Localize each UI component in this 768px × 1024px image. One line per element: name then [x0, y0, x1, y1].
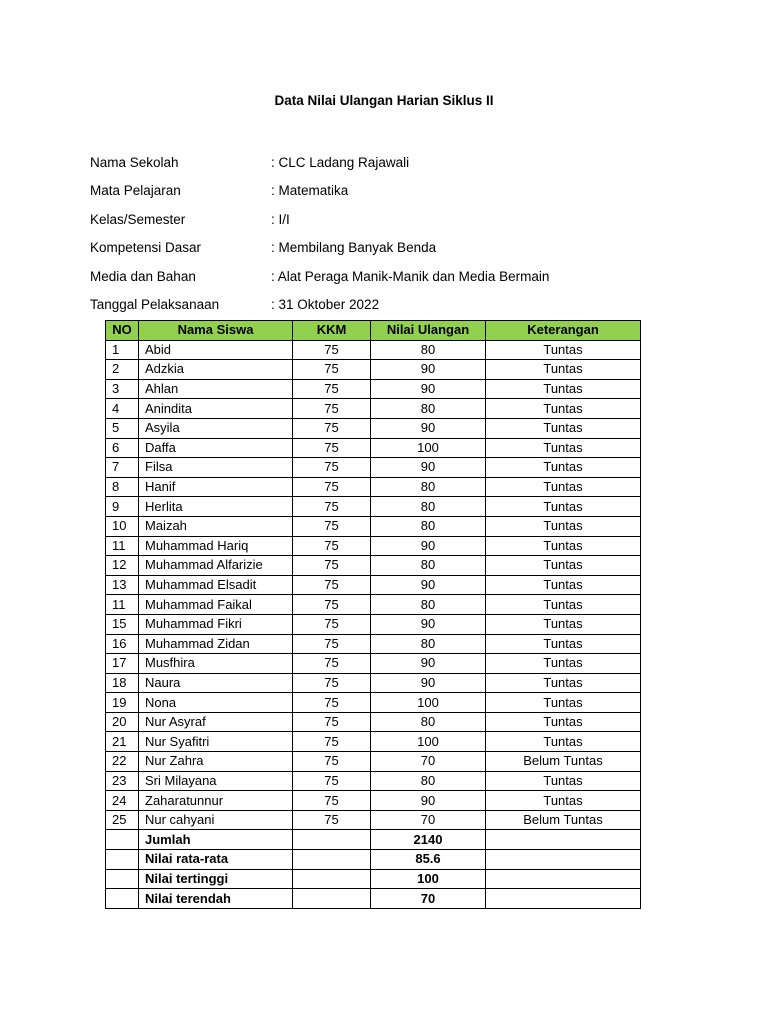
table-row [106, 654, 641, 674]
table-row [106, 810, 641, 830]
cell-no: 9 [106, 497, 139, 517]
cell-remark: Tuntas [486, 673, 641, 693]
info-label: Nama Sekolah [90, 154, 179, 170]
info-row [90, 205, 650, 234]
summary-empty [486, 889, 641, 909]
cell-remark: Belum Tuntas [486, 752, 641, 772]
cell-name: Anindita [139, 399, 293, 419]
info-label: Media dan Bahan [90, 268, 196, 284]
summary-empty [106, 830, 139, 850]
cell-no: 8 [106, 477, 139, 497]
cell-remark: Tuntas [486, 418, 641, 438]
cell-remark: Tuntas [486, 399, 641, 419]
cell-no: 12 [106, 556, 139, 576]
cell-no: 21 [106, 732, 139, 752]
cell-name: Filsa [139, 458, 293, 478]
cell-name: Adzkia [139, 360, 293, 380]
table-row [106, 477, 641, 497]
cell-remark: Tuntas [486, 791, 641, 811]
summary-empty [293, 889, 371, 909]
header-no: NO [106, 321, 139, 341]
cell-score: 80 [371, 556, 486, 576]
summary-row [106, 889, 641, 909]
cell-name: Naura [139, 673, 293, 693]
cell-kkm: 75 [293, 791, 371, 811]
cell-kkm: 75 [293, 595, 371, 615]
cell-remark: Tuntas [486, 693, 641, 713]
cell-no: 20 [106, 712, 139, 732]
cell-score: 70 [371, 752, 486, 772]
table-row [106, 399, 641, 419]
cell-kkm: 75 [293, 418, 371, 438]
cell-kkm: 75 [293, 438, 371, 458]
table-row [106, 379, 641, 399]
cell-remark: Tuntas [486, 477, 641, 497]
summary-label: Nilai terendah [139, 889, 293, 909]
header-score: Nilai Ulangan [371, 321, 486, 341]
cell-name: Zaharatunnur [139, 791, 293, 811]
cell-kkm: 75 [293, 673, 371, 693]
cell-score: 80 [371, 477, 486, 497]
table-row [106, 556, 641, 576]
cell-no: 11 [106, 595, 139, 615]
cell-remark: Tuntas [486, 634, 641, 654]
summary-empty [486, 830, 641, 850]
table-row [106, 732, 641, 752]
summary-empty [293, 869, 371, 889]
cell-name: Muhammad Elsadit [139, 575, 293, 595]
cell-no: 15 [106, 614, 139, 634]
cell-score: 80 [371, 340, 486, 360]
cell-no: 16 [106, 634, 139, 654]
cell-kkm: 75 [293, 399, 371, 419]
cell-no: 18 [106, 673, 139, 693]
cell-name: Muhammad Alfarizie [139, 556, 293, 576]
summary-empty [106, 889, 139, 909]
cell-remark: Tuntas [486, 595, 641, 615]
cell-name: Musfhira [139, 654, 293, 674]
cell-kkm: 75 [293, 340, 371, 360]
cell-no: 25 [106, 810, 139, 830]
table-row [106, 497, 641, 517]
cell-no: 23 [106, 771, 139, 791]
cell-score: 80 [371, 516, 486, 536]
cell-score: 90 [371, 360, 486, 380]
cell-name: Daffa [139, 438, 293, 458]
cell-score: 80 [371, 634, 486, 654]
summary-empty [293, 830, 371, 850]
cell-kkm: 75 [293, 771, 371, 791]
cell-no: 10 [106, 516, 139, 536]
info-label: Kompetensi Dasar [90, 240, 202, 256]
cell-score: 70 [371, 810, 486, 830]
cell-name: Nona [139, 693, 293, 713]
cell-score: 90 [371, 654, 486, 674]
cell-kkm: 75 [293, 752, 371, 772]
cell-kkm: 75 [293, 497, 371, 517]
cell-name: Sri Milayana [139, 771, 293, 791]
cell-no: 6 [106, 438, 139, 458]
cell-remark: Belum Tuntas [486, 810, 641, 830]
cell-no: 22 [106, 752, 139, 772]
info-value: : I/I [271, 211, 290, 227]
header-kkm: KKM [293, 321, 371, 341]
table-row [106, 516, 641, 536]
cell-score: 80 [371, 399, 486, 419]
table-row [106, 575, 641, 595]
cell-score: 90 [371, 575, 486, 595]
cell-no: 13 [106, 575, 139, 595]
cell-no: 7 [106, 458, 139, 478]
info-value: : Alat Peraga Manik-Manik dan Media Bermain [271, 268, 550, 284]
cell-score: 90 [371, 614, 486, 634]
summary-value: 85.6 [371, 850, 486, 870]
cell-remark: Tuntas [486, 771, 641, 791]
cell-kkm: 75 [293, 458, 371, 478]
cell-remark: Tuntas [486, 360, 641, 380]
cell-kkm: 75 [293, 634, 371, 654]
table-row [106, 340, 641, 360]
cell-remark: Tuntas [486, 556, 641, 576]
cell-remark: Tuntas [486, 379, 641, 399]
cell-name: Hanif [139, 477, 293, 497]
cell-score: 80 [371, 497, 486, 517]
cell-score: 90 [371, 379, 486, 399]
cell-kkm: 75 [293, 360, 371, 380]
table-row [106, 438, 641, 458]
cell-score: 90 [371, 458, 486, 478]
cell-remark: Tuntas [486, 654, 641, 674]
table-row [106, 458, 641, 478]
table-row [106, 614, 641, 634]
cell-kkm: 75 [293, 516, 371, 536]
cell-name: Muhammad Faikal [139, 595, 293, 615]
header-remark: Keterangan [486, 321, 641, 341]
cell-kkm: 75 [293, 379, 371, 399]
summary-value: 2140 [371, 830, 486, 850]
cell-no: 1 [106, 340, 139, 360]
cell-no: 2 [106, 360, 139, 380]
grades-table [105, 320, 641, 909]
info-value: : CLC Ladang Rajawali [271, 154, 410, 170]
cell-score: 90 [371, 673, 486, 693]
table-row [106, 712, 641, 732]
summary-empty [486, 850, 641, 870]
summary-row [106, 850, 641, 870]
cell-remark: Tuntas [486, 438, 641, 458]
summary-label: Nilai rata-rata [139, 850, 293, 870]
info-value: : 31 Oktober 2022 [271, 297, 380, 313]
summary-row [106, 830, 641, 850]
cell-no: 24 [106, 791, 139, 811]
cell-remark: Tuntas [486, 497, 641, 517]
info-row [90, 177, 650, 206]
cell-score: 90 [371, 536, 486, 556]
cell-kkm: 75 [293, 712, 371, 732]
header-name: Nama Siswa [139, 321, 293, 341]
cell-remark: Tuntas [486, 458, 641, 478]
cell-no: 5 [106, 418, 139, 438]
cell-no: 4 [106, 399, 139, 419]
cell-name: Herlita [139, 497, 293, 517]
cell-score: 100 [371, 693, 486, 713]
info-value: : Membilang Banyak Benda [271, 240, 437, 256]
cell-remark: Tuntas [486, 516, 641, 536]
cell-kkm: 75 [293, 654, 371, 674]
table-row [106, 673, 641, 693]
cell-no: 11 [106, 536, 139, 556]
cell-name: Maizah [139, 516, 293, 536]
cell-kkm: 75 [293, 575, 371, 595]
cell-remark: Tuntas [486, 340, 641, 360]
summary-empty [106, 869, 139, 889]
cell-kkm: 75 [293, 614, 371, 634]
cell-score: 90 [371, 791, 486, 811]
summary-empty [293, 850, 371, 870]
cell-name: Ahlan [139, 379, 293, 399]
summary-value: 70 [371, 889, 486, 909]
cell-score: 100 [371, 732, 486, 752]
info-row [90, 291, 650, 320]
cell-name: Muhammad Fikri [139, 614, 293, 634]
table-body [106, 340, 641, 908]
cell-kkm: 75 [293, 732, 371, 752]
cell-kkm: 75 [293, 810, 371, 830]
cell-remark: Tuntas [486, 614, 641, 634]
info-row [90, 234, 650, 263]
cell-name: Abid [139, 340, 293, 360]
summary-empty [106, 850, 139, 870]
cell-score: 100 [371, 438, 486, 458]
summary-label: Jumlah [139, 830, 293, 850]
summary-row [106, 869, 641, 889]
cell-remark: Tuntas [486, 732, 641, 752]
info-label: Mata Pelajaran [90, 183, 181, 199]
info-value: : Matematika [271, 183, 349, 199]
info-row [90, 148, 650, 177]
cell-name: Muhammad Hariq [139, 536, 293, 556]
cell-score: 80 [371, 712, 486, 732]
cell-score: 80 [371, 771, 486, 791]
table-header-row [106, 321, 641, 341]
table-row [106, 693, 641, 713]
cell-kkm: 75 [293, 556, 371, 576]
table-row [106, 418, 641, 438]
info-label: Tanggal Pelaksanaan [90, 297, 220, 313]
cell-score: 80 [371, 595, 486, 615]
cell-name: Muhammad Zidan [139, 634, 293, 654]
info-section [90, 148, 650, 319]
cell-name: Nur Syafitri [139, 732, 293, 752]
info-row [90, 262, 650, 291]
summary-label: Nilai tertinggi [139, 869, 293, 889]
cell-remark: Tuntas [486, 536, 641, 556]
cell-score: 90 [371, 418, 486, 438]
summary-value: 100 [371, 869, 486, 889]
document-title: Data Nilai Ulangan Harian Siklus II [274, 93, 494, 108]
cell-remark: Tuntas [486, 575, 641, 595]
cell-name: Nur Zahra [139, 752, 293, 772]
info-label: Kelas/Semester [90, 211, 186, 227]
cell-name: Nur Asyraf [139, 712, 293, 732]
table-row [106, 752, 641, 772]
table-row [106, 634, 641, 654]
cell-kkm: 75 [293, 693, 371, 713]
table-row [106, 536, 641, 556]
cell-kkm: 75 [293, 536, 371, 556]
cell-no: 19 [106, 693, 139, 713]
table-row [106, 771, 641, 791]
cell-no: 17 [106, 654, 139, 674]
table-row [106, 360, 641, 380]
cell-remark: Tuntas [486, 712, 641, 732]
summary-empty [486, 869, 641, 889]
table-row [106, 791, 641, 811]
table-row [106, 595, 641, 615]
cell-kkm: 75 [293, 477, 371, 497]
cell-name: Nur cahyani [139, 810, 293, 830]
cell-name: Asyila [139, 418, 293, 438]
cell-no: 3 [106, 379, 139, 399]
